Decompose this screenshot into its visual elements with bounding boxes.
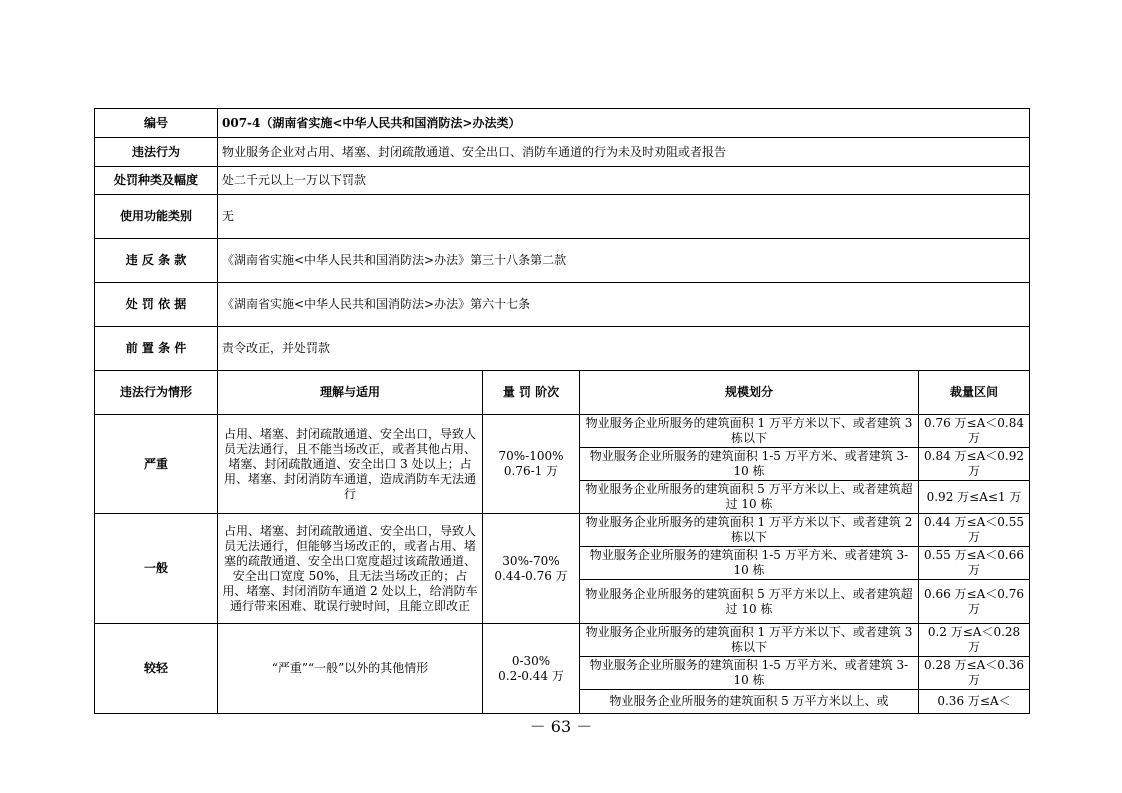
table-row bbox=[95, 415, 1030, 448]
row-violation bbox=[95, 138, 1030, 167]
range-cell: 0.36 万≤A＜ bbox=[919, 690, 1030, 714]
violation-value: 物业服务企业对占用、堵塞、封闭疏散通道、安全出口、消防车通道的行为未及时劝阻或者报告 bbox=[218, 138, 1030, 167]
penalty-type-value: 处二千元以上一万以下罚款 bbox=[218, 167, 1030, 195]
precondition-label: 前 置 条 件 bbox=[95, 327, 218, 371]
clause-value: 《湖南省实施<中华人民共和国消防法>办法》第三十八条第二款 bbox=[218, 239, 1030, 283]
col-scale: 规模划分 bbox=[580, 371, 919, 415]
range-cell: 0.92 万≤A≤1 万 bbox=[919, 481, 1030, 514]
range-cell: 0.2 万≤A＜0.28 万 bbox=[919, 624, 1030, 657]
range-cell: 0.28 万≤A＜0.36 万 bbox=[919, 657, 1030, 690]
table-row bbox=[95, 514, 1030, 547]
level-percent: 70%-100% bbox=[498, 449, 564, 463]
level-percent: 0-30% bbox=[511, 653, 551, 668]
column-header-row bbox=[95, 371, 1030, 415]
id-label: 编号 bbox=[95, 109, 218, 138]
level-cell bbox=[483, 415, 580, 514]
scale-cell: 物业服务企业所服务的建筑面积 5 万平方米以上、或者建筑超过 10 栋 bbox=[580, 481, 919, 514]
id-value: 007-4（湖南省实施<中华人民共和国消防法>办法类） bbox=[218, 109, 1030, 138]
basis-label: 处 罚 依 据 bbox=[95, 283, 218, 327]
scale-cell: 物业服务企业所服务的建筑面积 1-5 万平方米、或者建筑 3-10 栋 bbox=[580, 657, 919, 690]
col-situation: 违法行为情形 bbox=[95, 371, 218, 415]
understanding-cell: 占用、堵塞、封闭疏散通道、安全出口，导致人员无法通行，且不能当场改正，或者其他占用、堵塞、封闭疏散通道、安全出口 3 处以上；占用、堵塞、封闭消防车通道，造成消防车无法通行 bbox=[218, 415, 483, 514]
level-amount: 0.44-0.76 万 bbox=[494, 568, 568, 583]
table-row bbox=[95, 624, 1030, 657]
row-penalty-type bbox=[95, 167, 1030, 195]
scale-cell: 物业服务企业所服务的建筑面积 1 万平方米以下、或者建筑 3 栋以下 bbox=[580, 415, 919, 448]
row-id bbox=[95, 109, 1030, 138]
violation-label: 违法行为 bbox=[95, 138, 218, 167]
penalty-type-label: 处罚种类及幅度 bbox=[95, 167, 218, 195]
penalty-table bbox=[94, 108, 1030, 714]
range-cell: 0.55 万≤A＜0.66 万 bbox=[919, 547, 1030, 580]
scale-cell: 物业服务企业所服务的建筑面积 5 万平方米以上、或 bbox=[580, 690, 919, 714]
row-basis bbox=[95, 283, 1030, 327]
col-level: 量 罚 阶次 bbox=[483, 371, 580, 415]
basis-value: 《湖南省实施<中华人民共和国消防法>办法》第六十七条 bbox=[218, 283, 1030, 327]
function-value: 无 bbox=[218, 195, 1030, 239]
scale-cell: 物业服务企业所服务的建筑面积 1-5 万平方米、或者建筑 3-10 栋 bbox=[580, 547, 919, 580]
range-cell: 0.84 万≤A＜0.92 万 bbox=[919, 448, 1030, 481]
level-amount: 0.2-0.44 万 bbox=[498, 668, 564, 683]
understanding-cell: 占用、堵塞、封闭疏散通道、安全出口，导致人员无法通行，但能够当场改正的，或者占用、堵塞的疏散通道、安全出口宽度超过该疏散通道、安全出口宽度 50%，且无法当场改正的；占用、堵塞、封闭消防车通道 2 处以上，给消防车通行带来困难、耽误行驶时间，且能立即改正 bbox=[218, 514, 483, 624]
row-clause bbox=[95, 239, 1030, 283]
level-cell bbox=[483, 624, 580, 714]
severity-cell: 严重 bbox=[95, 415, 218, 514]
severity-cell: 较轻 bbox=[95, 624, 218, 714]
scale-cell: 物业服务企业所服务的建筑面积 1 万平方米以下、或者建筑 3 栋以下 bbox=[580, 624, 919, 657]
page-number: － 63 － bbox=[529, 717, 593, 736]
precondition-value: 责令改正，并处罚款 bbox=[218, 327, 1030, 371]
level-cell bbox=[483, 514, 580, 624]
scale-cell: 物业服务企业所服务的建筑面积 5 万平方米以上、或者建筑超过 10 栋 bbox=[580, 580, 919, 624]
understanding-cell: “严重”“一般”以外的其他情形 bbox=[218, 624, 483, 714]
row-function bbox=[95, 195, 1030, 239]
scale-cell: 物业服务企业所服务的建筑面积 1 万平方米以下、或者建筑 2 栋以下 bbox=[580, 514, 919, 547]
range-cell: 0.66 万≤A＜0.76 万 bbox=[919, 580, 1030, 624]
severity-cell: 一般 bbox=[95, 514, 218, 624]
range-cell: 0.76 万≤A＜0.84 万 bbox=[919, 415, 1030, 448]
scale-cell: 物业服务企业所服务的建筑面积 1-5 万平方米、或者建筑 3-10 栋 bbox=[580, 448, 919, 481]
level-percent: 30%-70% bbox=[502, 553, 560, 568]
range-cell: 0.44 万≤A＜0.55 万 bbox=[919, 514, 1030, 547]
col-range: 裁量区间 bbox=[919, 371, 1030, 415]
col-understanding: 理解与适用 bbox=[218, 371, 483, 415]
function-label: 使用功能类别 bbox=[95, 195, 218, 239]
row-precondition bbox=[95, 327, 1030, 371]
clause-label: 违 反 条 款 bbox=[95, 239, 218, 283]
level-amount: 0.76-1 万 bbox=[503, 464, 559, 478]
